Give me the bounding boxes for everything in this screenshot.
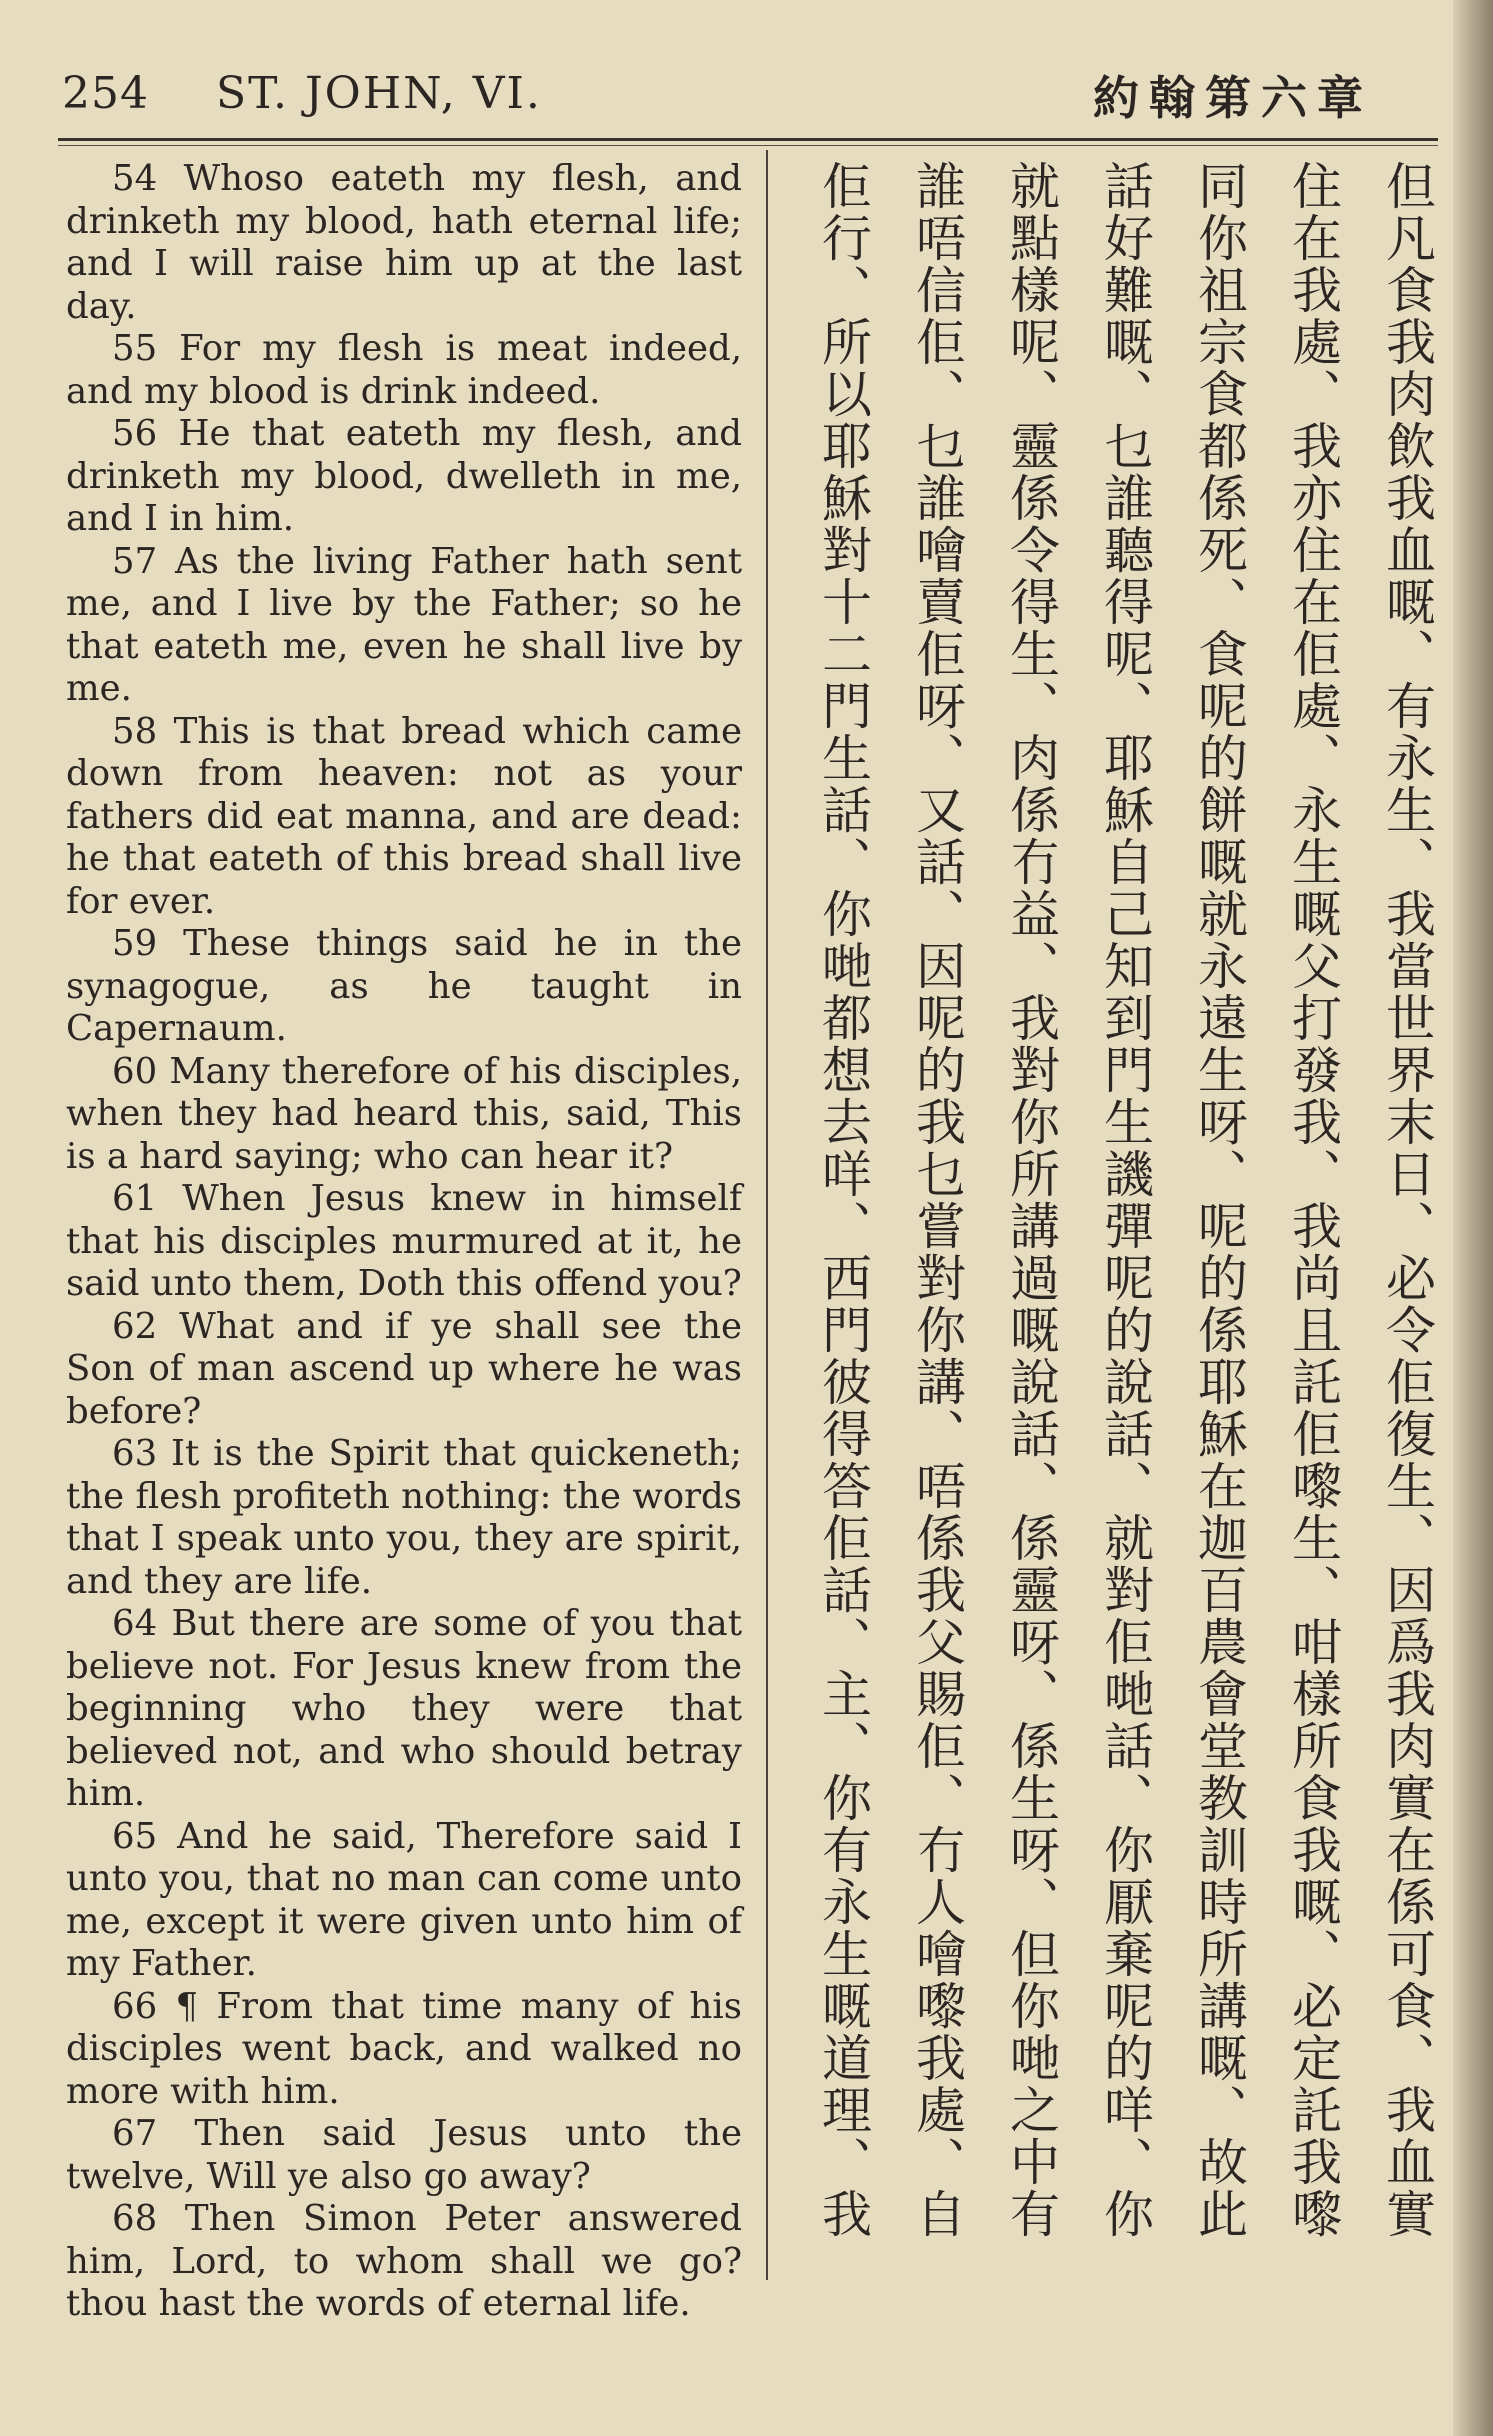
verse-55: 55 For my flesh is meat indeed, and my blood is drink indeed. — [66, 328, 742, 412]
chinese-text-block — [780, 160, 1440, 2270]
verse-63: 63 It is the Spirit that quickeneth; the flesh profiteth nothing: the words that I speak unto you, they are spirit, and they are life. — [66, 1433, 742, 1602]
chinese-column-5: 就點樣呢、靈係令得生、肉係冇益、我對你所講過嘅說話、係靈呀、係生呀、但你哋之中有 — [1002, 160, 1060, 2240]
verse-58: 58 This is that bread which came down from heaven: not as your fathers did eat manna, and are dead: he that eateth of this bread shall live for ever. — [66, 710, 742, 922]
page-edge — [1453, 0, 1493, 2436]
chinese-column-1: 但凡食我肉飲我血嘅、有永生、我當世界末日、必令佢復生、因爲我肉實在係可食、我血實 — [1378, 160, 1436, 2240]
verse-67: 67 Then said Jesus unto the twelve, Will ye also go away? — [66, 2113, 742, 2197]
chinese-column-4: 話好難嘅、乜誰聽得呢、耶穌自己知到門生譏彈呢的說話、就對佢哋話、你厭棄呢的咩、你 — [1096, 160, 1154, 2240]
verse-56: 56 He that eateth my flesh, and drinketh my blood, dwelleth in me, and I in him. — [66, 413, 742, 539]
page-number: 254 — [62, 68, 149, 119]
chinese-column-6: 誰唔信佢、乜誰噲賣佢呀、又話、因呢的我乜嘗對你講、唔係我父賜佢、冇人噲嚟我處、自 — [908, 160, 966, 2240]
column-divider — [766, 150, 768, 2280]
running-title: ST. JOHN, VI. — [216, 68, 542, 119]
verse-57: 57 As the living Father hath sent me, and I live by the Father; so he that eateth me, even he shall live by me. — [66, 540, 742, 709]
page-header — [62, 62, 1383, 132]
verse-60: 60 Many therefore of his disciples, when they had heard this, said, This is a hard saying; who can hear it? — [66, 1050, 742, 1177]
chinese-running-title: 約翰第六章 — [1093, 71, 1373, 125]
verse-61: 61 When Jesus knew in himself that his disciples murmured at it, he said unto them, Doth this offend you? — [66, 1178, 742, 1304]
verse-59: 59 These things said he in the synagogue, as he taught in Capernaum. — [66, 923, 742, 1049]
verse-62: 62 What and if ye shall see the Son of man ascend up where he was before? — [66, 1305, 742, 1432]
verse-65: 65 And he said, Therefore said I unto you, that no man can come unto me, except it were given unto him of my Father. — [66, 1815, 742, 1984]
verse-66: 66 ¶ From that time many of his disciples went back, and walked no more with him. — [66, 1985, 742, 2112]
verse-68: 68 Then Simon Peter answered him, Lord, to whom shall we go? thou hast the words of eternal life. — [66, 2198, 742, 2324]
verse-54: 54 Whoso eateth my flesh, and drinketh my blood, hath eternal life; and I will raise him up at the last day. — [66, 158, 742, 327]
header-rule-thin — [58, 145, 1438, 146]
chinese-column-3: 同你祖宗食都係死、食呢的餅嘅就永遠生呀、呢的係耶穌在迦百農會堂教訓時所講嘅、故此 — [1190, 160, 1248, 2240]
english-text-column — [66, 158, 742, 2326]
chinese-column-7: 佢行、所以耶穌對十二門生話、你哋都想去咩、西門彼得答佢話、主、你有永生嘅道理、我 — [814, 160, 872, 2240]
verse-64: 64 But there are some of you that believe not. For Jesus knew from the beginning who they were that believed not, and who should betray him. — [66, 1603, 742, 1814]
chinese-column-2: 住在我處、我亦住在佢處、永生嘅父打發我、我尚且託佢嚟生、咁樣所食我嘅、必定託我嚟 — [1284, 160, 1342, 2240]
header-rule — [58, 138, 1438, 141]
